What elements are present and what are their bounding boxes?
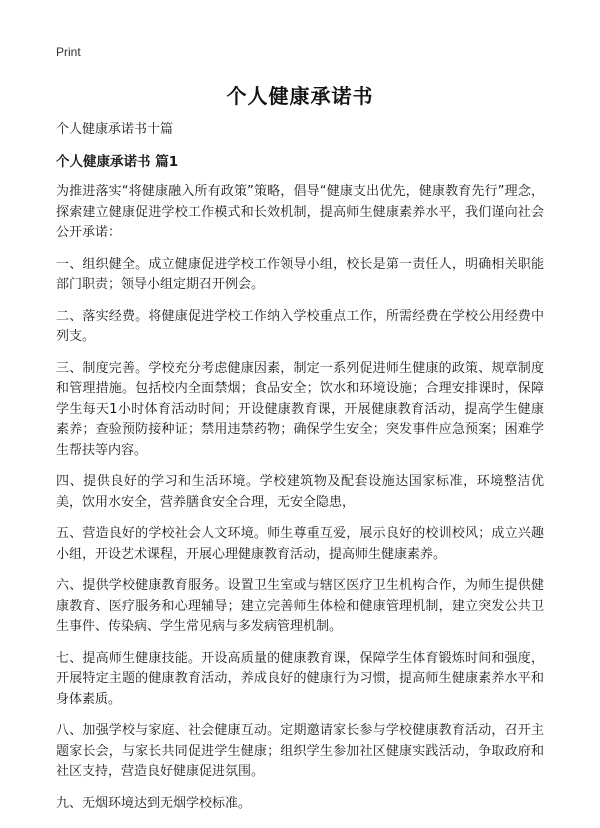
paragraph-intro: 为推进落实“将健康融入所有政策”策略，倡导“健康支出优先，健康教育先行”理念，探索建立健康促进学校工作模式和长效机制，提高师生健康素养水平，我们谨向社会公开承诺： [56, 184, 544, 240]
paragraph-item-8: 八、加强学校与家庭、社会健康互动。定期邀请家长参与学校健康教育活动，召开主题家长会，与家长共同促进学生健康；组织学生参加社区健康实践活动，争取政府和社区支持，营造良好健康促进氛围。 [56, 723, 544, 779]
paragraph-item-2: 二、落实经费。将健康促进学校工作纳入学校重点工作，所需经费在学校公用经费中列支。 [56, 308, 544, 344]
paragraph-item-6: 六、提供学校健康教育服务。设置卫生室或与辖区医疗卫生机构合作，为师生提供健康教育、医疗服务和心理辅导；建立完善师生体检和健康管理机制，建立突发公共卫生事件、传染病、学生常见病与多发病管理机制。 [56, 578, 544, 634]
paragraph-item-5: 五、营造良好的学校社会人文环境。师生尊重互爱，展示良好的校训校风；成立兴趣小组，开设艺术课程，开展心理健康教育活动，提高师生健康素养。 [56, 526, 544, 562]
section-heading: 个人健康承诺书 篇1 [56, 154, 179, 170]
print-link[interactable]: Print [56, 45, 81, 59]
page-title: 个人健康承诺书 [226, 84, 374, 108]
paragraph-item-3: 三、制度完善。学校充分考虑健康因素，制定一系列促进师生健康的政策、规章制度和管理措施。包括校内全面禁烟；食品安全；饮水和环境设施；合理安排课时，保障学生每天1小时体育活动时间；开设健康教育课，开展健康教育活动，提高学生健康素养；查验预防接种证；禁用违禁药物；确保学生安全；突发事件应急预案；困难学生帮扶等内容。 [56, 360, 544, 458]
document-subtitle: 个人健康承诺书十篇 [56, 122, 174, 137]
document-body [56, 120, 544, 825]
paragraph-item-1: 一、组织健全。成立健康促进学校工作领导小组，校长是第一责任人，明确相关职能部门职责；领导小组定期召开例会。 [56, 256, 544, 292]
paragraph-item-4: 四、提供良好的学习和生活环境。学校建筑物及配套设施达国家标准，环境整洁优美，饮用水安全，营养膳食安全合理，无安全隐患， [56, 474, 544, 510]
paragraph-item-9: 九、无烟环境达到无烟学校标准。 [56, 795, 252, 811]
paragraph-item-7: 七、提高师生健康技能。开设高质量的健康教育课，保障学生体育锻炼时间和强度，开展特定主题的健康教育活动，养成良好的健康行为习惯，提高师生健康素养水平和身体素质。 [56, 650, 544, 707]
